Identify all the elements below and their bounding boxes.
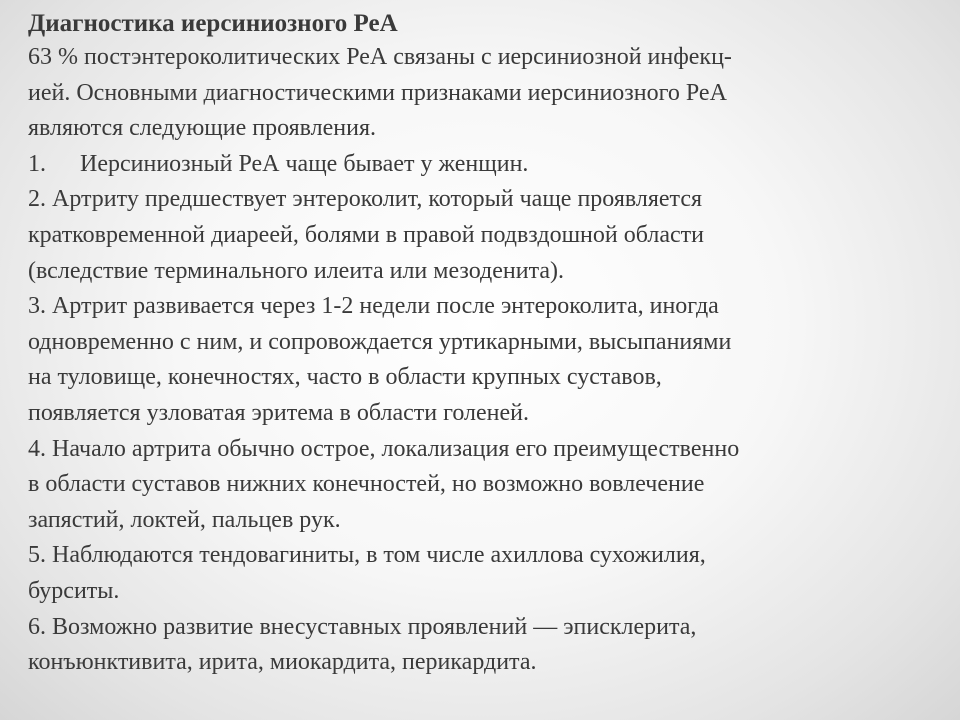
- text-line: кратковременной диареей, болями в правой подвздошной области: [28, 221, 704, 248]
- item-text: Иерсиниозный РеА чаще бывает у женщин.: [80, 150, 529, 177]
- text-line: являются следующие проявления.: [28, 115, 377, 142]
- text-line: 2. Артриту предшествует энтероколит, который чаще проявляется: [28, 186, 703, 213]
- text-line: на туловище, конечностях, часто в области крупных суставов,: [28, 364, 662, 391]
- slide-content: [28, 8, 938, 681]
- text-line: ией. Основными диагностическими признаками иерсиниозного РеА: [28, 79, 727, 106]
- text-line: 6. Возможно развитие внесуставных проявлений — эписклерита,: [28, 613, 697, 640]
- text-line: 3. Артрит развивается через 1-2 недели после энтероколита, иногда: [28, 293, 719, 320]
- text-line: [28, 147, 938, 183]
- list-item-1: [28, 147, 938, 183]
- slide-title: Диагностика иерсиниозного РеА: [28, 10, 398, 37]
- list-item-5: [28, 538, 938, 609]
- text-line: запястий, локтей, пальцев рук.: [28, 506, 341, 533]
- text-line: одновременно с ним, и сопровождается уртикарными, высыпаниями: [28, 328, 732, 355]
- text-line: в области суставов нижних конечностей, но возможно вовлечение: [28, 471, 705, 498]
- list-item-2: [28, 182, 938, 289]
- text-line: 5. Наблюдаются тендовагиниты, в том числе ахиллова сухожилия,: [28, 542, 706, 569]
- item-number: 1.: [28, 150, 46, 177]
- list-item-3: [28, 289, 938, 431]
- text-line: конъюнктивита, ирита, миокардита, перикардита.: [28, 649, 537, 676]
- text-line: появляется узловатая эритема в области голеней.: [28, 399, 529, 426]
- text-line: 63 % постэнтероколитических РеА связаны с иерсиниозной инфекц-: [28, 44, 732, 70]
- list-item-6: [28, 610, 938, 681]
- text-line: 4. Начало артрита обычно острое, локализация его преимущественно: [28, 435, 740, 462]
- text-line: бурситы.: [28, 577, 120, 604]
- text-line: (вследствие терминального илеита или мезоденита).: [28, 257, 565, 284]
- list-item-4: [28, 432, 938, 539]
- intro-paragraph: [28, 40, 938, 147]
